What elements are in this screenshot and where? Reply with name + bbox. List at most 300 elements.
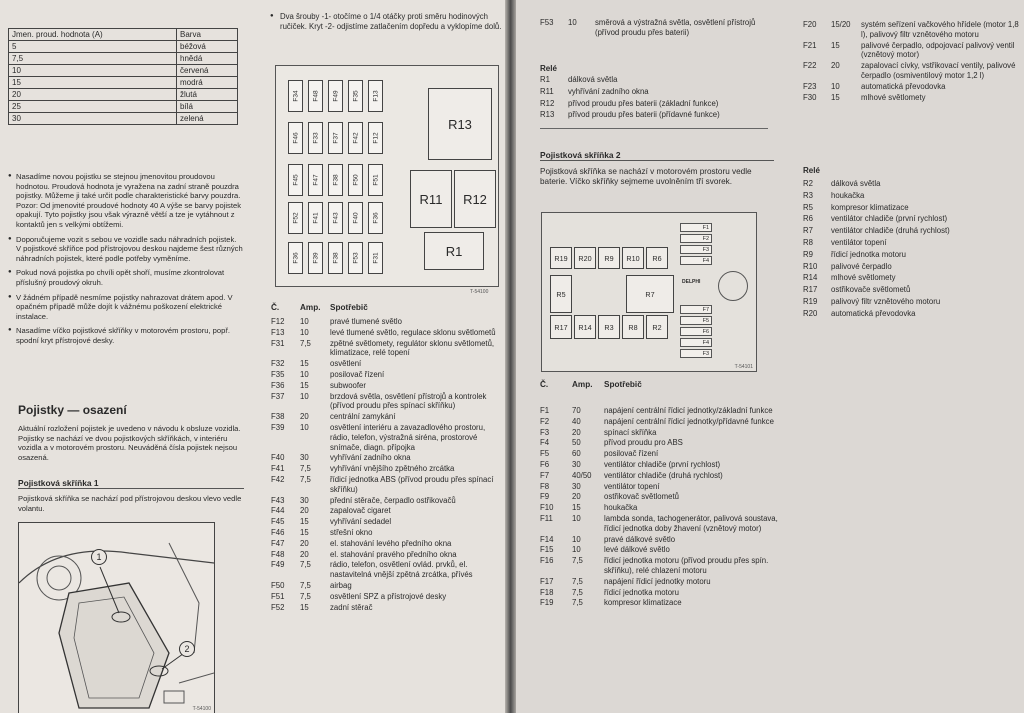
- fuse-desc: pravé dálkové světlo: [604, 534, 676, 544]
- list-item: [271, 517, 503, 527]
- fuse-desc: přívod proudu pro ABS: [604, 438, 683, 448]
- relay-id: R10: [803, 261, 818, 271]
- fuse-id: F39: [271, 422, 285, 432]
- mini-fuse: F5: [680, 316, 712, 325]
- fuse-desc: mlhové světlomety: [861, 92, 926, 102]
- fuse-amp: 7,5: [300, 580, 311, 590]
- relay-item: [803, 273, 1021, 283]
- mini-fuse: F3: [680, 349, 712, 358]
- relay-r12: R12: [454, 170, 496, 228]
- fuse-id: F22: [803, 61, 817, 71]
- fuse-box-2-diagram: [541, 212, 757, 372]
- fuse-amp: 7,5: [572, 587, 583, 597]
- fuse-desc: ventilátor topení: [604, 481, 660, 491]
- fuse-desc: ventilátor chladiče (první rychlost): [604, 459, 721, 469]
- fuse-desc: řídicí jednotka motoru (přívod proudu přes spín. skříňku), relé chlazení motoru: [604, 556, 769, 575]
- table-header-row: [9, 29, 238, 41]
- list-item: [803, 61, 1021, 81]
- relay-cell: R6: [646, 247, 668, 269]
- fuse-id: F36: [271, 380, 285, 390]
- fuse-id: F45: [271, 517, 285, 527]
- fuse-slot: F36: [368, 202, 383, 234]
- relay-id: R19: [803, 296, 818, 306]
- relay-item: [540, 99, 770, 109]
- relay-desc: mlhové světlomety: [831, 273, 896, 283]
- fuse-id: F31: [271, 338, 285, 348]
- list-item: [271, 528, 503, 538]
- relay-id: R12: [540, 98, 555, 108]
- list-item: [540, 588, 780, 598]
- list-item: [803, 20, 1021, 40]
- col-header-rating: Jmen. proud. hodnota (A): [9, 29, 177, 41]
- relay-desc: dálková světla: [568, 75, 618, 84]
- fuse-id: F42: [271, 474, 285, 484]
- fuse-amp: 10: [300, 391, 309, 401]
- callout-2-label: 2: [184, 644, 190, 654]
- box2-title: Pojistková skříňka 2: [540, 150, 774, 161]
- list-item: [540, 514, 780, 534]
- relay-r11: R11: [410, 170, 452, 228]
- fuse-amp: 70: [572, 406, 581, 415]
- relay-cell: R5: [550, 275, 572, 313]
- relay-desc: ventilátor topení: [831, 237, 887, 247]
- fuse-desc: směrová a výstražná světla, osvětlení přístrojů (přívod proudu přes baterii): [595, 18, 756, 37]
- relay-desc: přívod proudu přes baterii (základní funkce): [568, 98, 719, 108]
- fuse-id: F10: [540, 503, 554, 513]
- fuse-desc: řídicí jednotka motoru: [604, 587, 679, 597]
- fuse-amp: 20: [300, 506, 309, 516]
- callout-1-label: 1: [96, 552, 102, 562]
- list-item: [271, 339, 503, 359]
- fuse-amp: 10: [300, 327, 309, 337]
- fuse-id: F6: [540, 459, 550, 469]
- mini-fuse: F2: [680, 234, 712, 243]
- relay-cell: R19: [550, 247, 572, 269]
- fuse-slot: F36: [288, 242, 303, 274]
- fuse-desc: posilovač řízení: [330, 369, 385, 379]
- fuse-amp: 15: [300, 359, 309, 369]
- table-row: [9, 65, 238, 77]
- fuse-id: F49: [271, 560, 285, 570]
- relay-cell: R20: [574, 247, 596, 269]
- fuse-list-1: [271, 317, 503, 613]
- relay-cell: R9: [598, 247, 620, 269]
- relay-item: [803, 214, 1021, 224]
- fuse-amp: 15: [300, 527, 309, 537]
- rele-1-title: Relé: [540, 64, 557, 73]
- list-item: [271, 506, 503, 516]
- color-cell: červená: [177, 65, 238, 77]
- fuse-id: F38: [271, 412, 285, 422]
- relay-item: [803, 226, 1021, 236]
- relay-desc: řídicí jednotka motoru: [831, 249, 906, 259]
- list-item: [540, 18, 770, 38]
- box1-text: Pojistková skříňka se nachází pod přístrojovou deskou vlevo vedle volantu.: [18, 494, 242, 513]
- relay-desc: kompresor klimatizace: [831, 202, 909, 212]
- fuse-amp: 10: [300, 317, 309, 326]
- box1-title: Pojistková skříňka 1: [18, 478, 244, 489]
- fuse-slot: F43: [328, 202, 343, 234]
- list-item: [540, 482, 780, 492]
- fuse-id: F15: [540, 545, 554, 555]
- fuse-amp: 7,5: [300, 560, 311, 570]
- relay-desc: přívod proudu přes baterii (přídavné funkce): [568, 110, 720, 120]
- fuse-amp: 20: [300, 538, 309, 548]
- fuse-slot: F33: [308, 122, 323, 154]
- relay-desc: automatická převodovka: [831, 308, 916, 318]
- relay-item: [803, 309, 1021, 319]
- fuse-desc: zapalovací cívky, vstřikovací ventily, palivové čerpadlo (osmiventilový motor 1,2 l): [861, 61, 1016, 80]
- fuse-id: F2: [540, 416, 550, 426]
- fuse-id: F35: [271, 369, 285, 379]
- list-item: [540, 471, 780, 481]
- fuse-amp: 20: [300, 412, 309, 422]
- rele-2-title: Relé: [803, 166, 820, 175]
- relay-id: R11: [540, 86, 554, 96]
- fuse-amp: 10: [300, 422, 309, 432]
- fuse-id: F47: [271, 538, 285, 548]
- rele-list-1: [540, 75, 770, 122]
- fuse-slot: F35: [348, 80, 363, 112]
- fuse-amp: 7,5: [572, 598, 583, 608]
- fuse-desc: airbag: [330, 580, 352, 590]
- fuse-amp: 7,5: [300, 591, 311, 601]
- fuse-id: F13: [271, 327, 285, 337]
- fuse-id: F23: [803, 81, 817, 91]
- fuse-slot: F41: [308, 202, 323, 234]
- list-item: [271, 496, 503, 506]
- fuse-desc: řídicí jednotka ABS (přívod proudu přes spínací skříňku): [330, 474, 494, 494]
- list-item: [271, 359, 503, 369]
- fuse-slot: F39: [308, 242, 323, 274]
- fuse-amp: 10: [572, 534, 581, 544]
- list2-header-c: Č.: [540, 380, 549, 389]
- callout-circle-1: [91, 549, 107, 565]
- fuse-amp: 20: [831, 61, 840, 71]
- fuse-desc: osvětlení interiéru a zavazadlového prostoru, rádio, telefon, výstražná siréna, prostorové snímače, diagn. přípojka: [330, 422, 486, 452]
- relay-item: [803, 285, 1021, 295]
- rating-cell: 5: [9, 41, 177, 53]
- relay-item: [803, 238, 1021, 248]
- relay-id: R3: [803, 190, 813, 200]
- list-item: [271, 423, 503, 452]
- fuse-color-table: [8, 28, 238, 125]
- fuse-amp: 15: [300, 517, 309, 527]
- mini-fuse: F6: [680, 327, 712, 336]
- fuse-desc: palivové čerpadlo, odpojovací palivový ventil (vznětový motor): [861, 40, 1015, 60]
- fuse-desc: ostřikovač světlometů: [604, 492, 679, 502]
- fuse-desc: spínací skříňka: [604, 427, 657, 437]
- fuse-id: F18: [540, 587, 554, 597]
- bullet-item: ● Nasadíme novou pojistku se stejnou jmenovitou proudovou hodnotou. Proudová hodnota je vyražena na zadní straně pouzdra pojistky. Můžeme ji také určit podle charakteristické barvy pouzdra. Pozor: Od jmenovité proudové hodnoty 40 A výše se barvy pojistek opakují. Tyto pojistky jsou však výrazně větší a tze je vytáhnout z kontaktů jen s velkými obtížemi.: [8, 172, 243, 230]
- fuse-id: F44: [271, 506, 285, 516]
- fuse-id: F14: [540, 534, 554, 544]
- fuse-amp: 15: [300, 602, 309, 612]
- fuse-slot: F37: [328, 122, 343, 154]
- rating-cell: 30: [9, 113, 177, 125]
- relay-id: R8: [803, 237, 813, 247]
- list-item: [271, 392, 503, 412]
- fuse-desc: levé tlumené světlo, regulace sklonu světlometů: [330, 327, 496, 337]
- fuse-desc: vyhřívání zadního okna: [330, 453, 411, 463]
- fuse-slot: F53: [348, 242, 363, 274]
- mini-fuse: F7: [680, 305, 712, 314]
- relay-id: R9: [803, 249, 813, 259]
- fuse-slot: F38: [328, 242, 343, 274]
- list-item: [540, 406, 780, 416]
- fuse-list-3: [803, 20, 1021, 103]
- fuse-amp: 20: [300, 549, 309, 559]
- figure-tag-3: T-54101: [734, 364, 753, 370]
- fuse-desc: brzdová světla, osvětlení přístrojů a kontrolek (přívod proudu přes spínací skříňku): [330, 391, 487, 411]
- relay-cell: R2: [646, 315, 668, 339]
- fuse-id: F1: [540, 406, 550, 415]
- fuse-desc: napájení centrální řídicí jednotky/přídavné funkce: [604, 416, 774, 426]
- fuse-list-top: [540, 18, 770, 38]
- list-item: [540, 545, 780, 555]
- relay-id: R1: [540, 75, 550, 84]
- fuse-slot: F12: [368, 122, 383, 154]
- fuse-amp: 30: [300, 453, 309, 463]
- bullet-item: ● Nasadíme víčko pojistkové skříňky v motorovém prostoru, popř. spodní kryt přístrojové desky.: [8, 326, 243, 345]
- fuse-id: F32: [271, 359, 285, 369]
- list-header-c: Č.: [271, 303, 280, 312]
- fuse-amp: 30: [572, 481, 581, 491]
- fuse-amp: 15: [831, 40, 840, 50]
- fuse-id: F51: [271, 591, 285, 601]
- bullet-item: ● V žádném případě nesmíme pojistky nahrazovat drátem apod. V opačném případě může dojít k vážnému poškození elektrické instalace.: [8, 293, 243, 322]
- list-item: [540, 577, 780, 587]
- fuse-amp: 40: [572, 416, 581, 426]
- fuse-slot: F13: [368, 80, 383, 112]
- fuse-desc: napájení centrální řídicí jednotky/základní funkce: [604, 406, 773, 415]
- relay-cell: R14: [574, 315, 596, 339]
- relay-id: R20: [803, 308, 818, 318]
- fuse-id: F5: [540, 449, 550, 459]
- list-item: [271, 539, 503, 549]
- rating-cell: 15: [9, 77, 177, 89]
- relay-desc: vyhřívání zadního okna: [568, 86, 649, 96]
- fuse-desc: houkačka: [604, 503, 638, 513]
- fuse-id: F19: [540, 598, 554, 608]
- fuse-desc: subwoofer: [330, 380, 366, 390]
- fuse-slot: F47: [308, 164, 323, 196]
- rating-cell: 7,5: [9, 53, 177, 65]
- color-cell: žlutá: [177, 89, 238, 101]
- list-item: [540, 492, 780, 502]
- fuse-id: F17: [540, 576, 554, 586]
- fuse-desc: el. stahování levého předního okna: [330, 538, 452, 548]
- fuse-desc: pravé tlumené světlo: [330, 317, 402, 326]
- fuse-amp: 7,5: [300, 464, 311, 474]
- bullet-item: ● Doporučujeme vozit s sebou ve vozidle sadu náhradních pojistek. V pojistkové skříňce pod přístrojovou deskou najdeme šest různých náhradních pojistek, které podle potřeby vyměníme.: [8, 235, 243, 264]
- fuse-id: F21: [803, 40, 817, 50]
- figure-tag: T-54100: [192, 706, 211, 712]
- rele-list-2: [803, 179, 1021, 321]
- relay-id: R14: [803, 273, 818, 283]
- fuse-desc: zpětné světlomety, regulátor sklonu světlometů, klimatizace, relé topení: [330, 338, 495, 358]
- fuse-desc: systém seřízení vačkového hřídele (motor 1,8 l), palivový filtr vznětového motoru: [861, 20, 1019, 39]
- relay-id: R5: [803, 202, 813, 212]
- relay-cell: R8: [622, 315, 644, 339]
- box2-text: Pojistková skříňka se nachází v motorovém prostoru vedle baterie. Víčko skříňky sejmeme uvolněním tří svorek.: [540, 167, 752, 187]
- fuse-desc: centrální zamykání: [330, 412, 396, 422]
- fuse-desc: vyhřívání sedadel: [330, 517, 392, 527]
- table-row: [9, 101, 238, 113]
- fuse-amp: 15/20: [831, 20, 851, 29]
- fuse-amp: 10: [831, 81, 840, 91]
- fuse-desc: automatická převodovka: [861, 81, 946, 91]
- fuse-id: F53: [540, 18, 554, 27]
- relay-cell: R7: [626, 275, 674, 313]
- fuse-id: F30: [803, 92, 817, 102]
- fuse-desc: osvětlení: [330, 359, 362, 369]
- fuse-slot: F49: [328, 80, 343, 112]
- fuse-desc: přední stěrače, čerpadlo ostřikovačů: [330, 495, 456, 505]
- fuse-desc: napájení řídicí jednotky motoru: [604, 576, 711, 586]
- list-item: [271, 560, 503, 580]
- relay-desc: houkačka: [831, 190, 865, 200]
- step-bullet: ● Dva šrouby -1- otočíme o 1/4 otáčky proti směru hodinových ručiček. Kryt -2- odjistíme zatlačením dopředu a vyklopíme dolů.: [270, 12, 505, 32]
- list-item: [540, 428, 780, 438]
- relay-desc: dálková světla: [831, 179, 881, 188]
- fuse-id: F50: [271, 580, 285, 590]
- table-row: [9, 89, 238, 101]
- mini-fuse: F4: [680, 256, 712, 265]
- fuse-desc: levé dálkové světlo: [604, 545, 670, 555]
- list2-header-load: Spotřebič: [604, 380, 642, 389]
- fuse-slot: F48: [308, 80, 323, 112]
- fuse-desc: střešní okno: [330, 527, 373, 537]
- dashboard-drawing: [19, 523, 214, 713]
- fuse-slot: F40: [348, 202, 363, 234]
- fuse-amp: 15: [572, 503, 581, 513]
- relay-item: [803, 250, 1021, 260]
- fuse-list-2: [540, 406, 780, 609]
- left-page: [0, 0, 505, 713]
- relay-desc: palivový filtr vznětového motoru: [831, 296, 941, 306]
- list-item: [271, 592, 503, 602]
- fuse-desc: lambda sonda, tachogenerátor, palivová soustava, řídicí jednotka doby žhavení (vznětový motor): [604, 513, 778, 533]
- fuse-amp: 10: [572, 545, 581, 555]
- relay-r1: R1: [424, 232, 484, 270]
- fuse-amp: 30: [572, 459, 581, 469]
- fuse-id: F4: [540, 438, 550, 448]
- fuse-id: F46: [271, 527, 285, 537]
- relay-item: [803, 203, 1021, 213]
- list-item: [271, 453, 503, 463]
- fuse-amp: 7,5: [572, 576, 583, 586]
- list-item: [540, 503, 780, 513]
- dashboard-illustration: [18, 522, 215, 713]
- list-item: [271, 412, 503, 422]
- fuse-id: F37: [271, 391, 285, 401]
- fuse-id: F9: [540, 492, 550, 502]
- fuse-box-1-diagram: [275, 65, 499, 287]
- list-item: [271, 581, 503, 591]
- fuse-amp: 20: [572, 427, 581, 437]
- list-header-load: Spotřebič: [330, 303, 368, 312]
- rating-cell: 25: [9, 101, 177, 113]
- fuse-amp: 7,5: [572, 556, 583, 566]
- table-row: [9, 77, 238, 89]
- color-cell: béžová: [177, 41, 238, 53]
- fuse-desc: el. stahování pravého předního okna: [330, 549, 457, 559]
- intro-text: Aktuální rozložení pojistek je uvedeno v návodu k obsluze vozidla. Pojistky se nachází ve dvou pojistkových skříňkách, v interiéru vozidla a v motorovém prostoru. Neuváděná čísla pojistek nejsou osazená.: [18, 424, 241, 462]
- relay-cell: R3: [598, 315, 620, 339]
- section-title: Pojistky — osazení: [18, 403, 127, 417]
- list-item: [271, 317, 503, 327]
- round-connector: [718, 271, 748, 301]
- relay-id: R7: [803, 226, 813, 236]
- table-row: [9, 113, 238, 125]
- color-cell: hnědá: [177, 53, 238, 65]
- relay-cell: R10: [622, 247, 644, 269]
- fuse-id: F48: [271, 549, 285, 559]
- relay-desc: ventilátor chladiče (druhá rychlost): [831, 226, 950, 236]
- list-item: [540, 417, 780, 427]
- list-item: [803, 93, 1021, 103]
- fuse-id: F43: [271, 495, 285, 505]
- relay-item: [540, 75, 770, 85]
- fuse-amp: 10: [572, 513, 581, 523]
- fuse-desc: zadní stěrač: [330, 602, 373, 612]
- fuse-id: F12: [271, 317, 285, 326]
- relay-item: [540, 87, 770, 97]
- fuse-slot: F46: [288, 122, 303, 154]
- fuse-desc: zapalovač cigaret: [330, 506, 391, 516]
- mini-fuse: F1: [680, 223, 712, 232]
- fuse-desc: ventilátor chladiče (druhá rychlost): [604, 470, 723, 480]
- fuse-amp: 50: [572, 438, 581, 448]
- fuse-slot: F34: [288, 80, 303, 112]
- list-item: [540, 449, 780, 459]
- list-item: [540, 460, 780, 470]
- fuse-id: F52: [271, 602, 285, 612]
- table-row: [9, 53, 238, 65]
- fuse-id: F11: [540, 513, 553, 523]
- relay-item: [803, 262, 1021, 272]
- divider: [540, 128, 768, 129]
- fuse-slot: F45: [288, 164, 303, 196]
- relay-item: [803, 297, 1021, 307]
- list-item: [803, 82, 1021, 92]
- relay-desc: ostřikovače světlometů: [831, 285, 911, 295]
- list-item: [803, 41, 1021, 61]
- fuse-slot: F31: [368, 242, 383, 274]
- rating-cell: 10: [9, 65, 177, 77]
- relay-cell: R17: [550, 315, 572, 339]
- fuse-desc: vyhřívání vnějšího zpětného zrcátka: [330, 464, 455, 474]
- color-cell: modrá: [177, 77, 238, 89]
- list-item: [271, 370, 503, 380]
- relay-r13: R13: [428, 88, 492, 160]
- fuse-slot: F52: [288, 202, 303, 234]
- fuse-amp: 7,5: [300, 474, 311, 484]
- fuse-amp: 10: [568, 18, 577, 27]
- rating-cell: 20: [9, 89, 177, 101]
- book-gutter: [505, 0, 516, 713]
- fuse-amp: 30: [300, 495, 309, 505]
- fuse-id: F3: [540, 427, 550, 437]
- fuse-desc: posilovač řízení: [604, 449, 659, 459]
- relay-item: [803, 191, 1021, 201]
- fuse-id: F7: [540, 470, 550, 480]
- relay-id: R6: [803, 214, 813, 224]
- mini-fuse: F4: [680, 338, 712, 347]
- fuse-id: F16: [540, 556, 554, 566]
- fuse-desc: rádio, telefon, osvětlení ovlád. prvků, el. nastavitelná vnější zpětná zrcátka, přívés: [330, 560, 473, 580]
